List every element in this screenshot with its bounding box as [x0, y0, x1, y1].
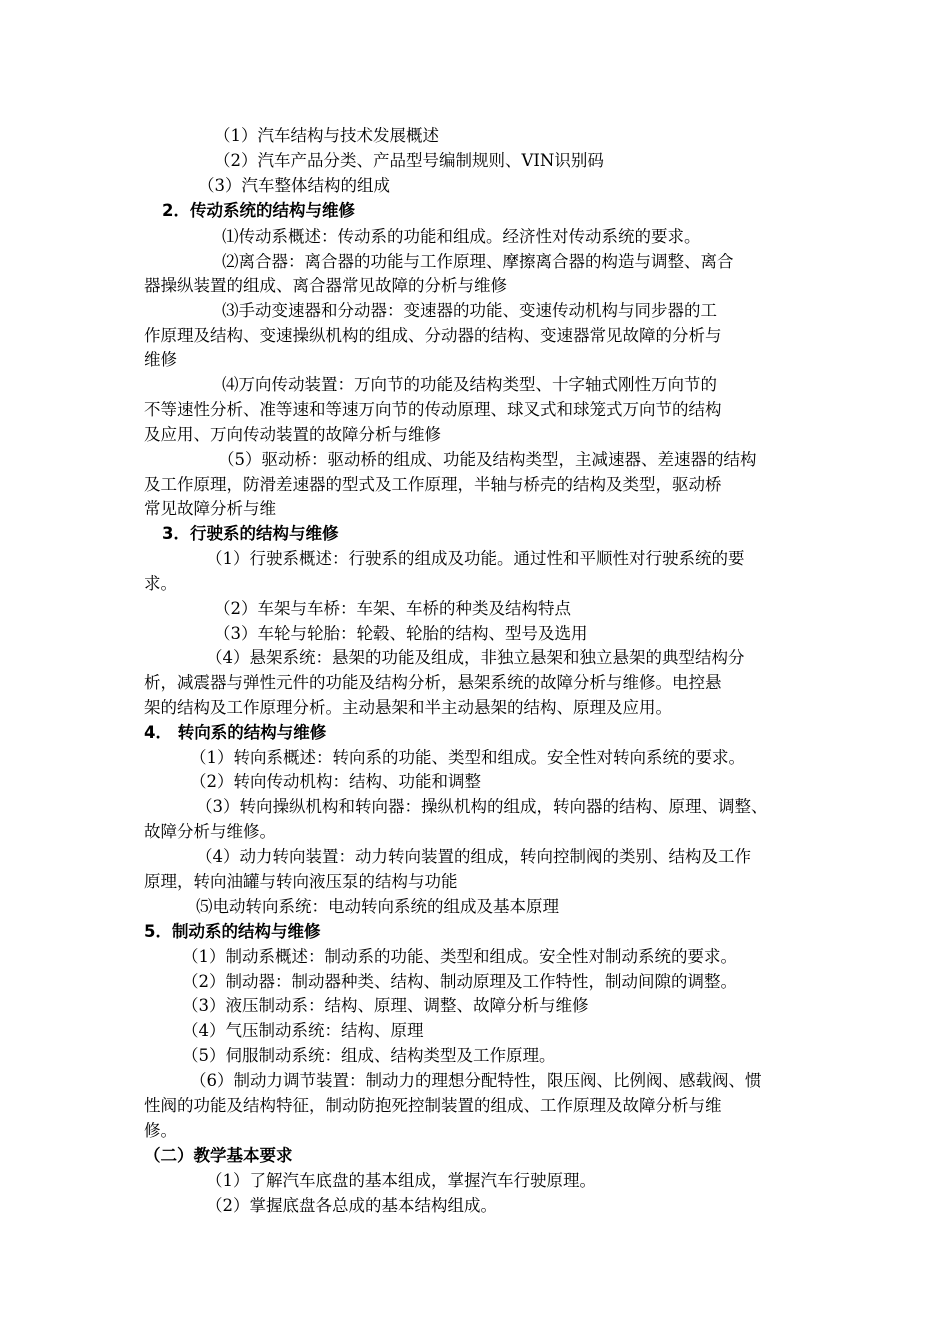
text-line: ⑶手动变速器和分动器：变速器的功能、变速传动机构与同步器的工 [222, 301, 717, 320]
text-line: （1）制动系概述：制动系的功能、类型和组成。安全性对制动系统的要求。 [182, 947, 737, 966]
text-line: 架的结构及工作原理分析。主动悬架和半主动悬架的结构、原理及应用。 [144, 698, 672, 717]
text-line: 性阀的功能及结构特征，制动防抱死控制装置的组成、工作原理及故障分析与维 [144, 1096, 722, 1115]
text-line: （3）车轮与轮胎：轮毂、轮胎的结构、型号及选用 [214, 624, 588, 643]
text-line: （2）车架与车桥：车架、车桥的种类及结构特点 [214, 599, 571, 618]
section-heading: 4． 转向系的结构与维修 [144, 723, 327, 742]
section-heading: （二）教学基本要求 [144, 1146, 293, 1165]
text-line: 及工作原理，防滑差速器的型式及工作原理，半轴与桥壳的结构及类型，驱动桥 [144, 475, 722, 494]
text-line: 器操纵装置的组成、离合器常见故障的分析与维修 [144, 276, 507, 295]
text-line: 修。 [144, 1121, 177, 1140]
text-line: ⑵离合器：离合器的功能与工作原理、摩擦离合器的构造与调整、离合 [222, 252, 734, 271]
text-line: （1）汽车结构与技术发展概述 [214, 126, 439, 145]
text-line: 不等速性分析、准等速和等速万向节的传动原理、球叉式和球笼式万向节的结构 [144, 400, 722, 419]
text-line: （2）汽车产品分类、产品型号编制规则、VIN识别码 [214, 151, 604, 170]
text-line: （2）制动器：制动器种类、结构、制动原理及工作特性，制动间隙的调整。 [182, 972, 737, 991]
text-line: （3）转向操纵机构和转向器：操纵机构的组成，转向器的结构、原理、调整、 [196, 797, 768, 816]
section-heading: 3．行驶系的结构与维修 [162, 524, 339, 543]
text-line: 及应用、万向传动装置的故障分析与维修 [144, 425, 441, 444]
text-line: 维修 [144, 350, 177, 369]
text-line: 析，减震器与弹性元件的功能及结构分析，悬架系统的故障分析与维修。电控悬 [144, 673, 722, 692]
text-line: 作原理及结构、变速操纵机构的组成、分动器的结构、变速器常见故障的分析与 [144, 326, 722, 345]
text-line: （2）转向传动机构：结构、功能和调整 [190, 772, 481, 791]
text-line: （3）液压制动系：结构、原理、调整、故障分析与维修 [182, 996, 589, 1015]
text-line: （3）汽车整体结构的组成 [198, 176, 390, 195]
text-line: （1）了解汽车底盘的基本组成，掌握汽车行驶原理。 [206, 1171, 596, 1190]
text-line: 求。 [144, 574, 177, 593]
text-line: （2）掌握底盘各总成的基本结构组成。 [206, 1196, 497, 1215]
text-line: （4）气压制动系统：结构、原理 [182, 1021, 424, 1040]
text-line: （4）悬架系统：悬架的功能及组成，非独立悬架和独立悬架的典型结构分 [206, 648, 745, 667]
section-heading: 2．传动系统的结构与维修 [162, 201, 355, 220]
text-line: 常见故障分析与维 [144, 499, 276, 518]
section-heading: 5．制动系的结构与维修 [144, 922, 321, 941]
text-line: ⑸电动转向系统：电动转向系统的组成及基本原理 [196, 897, 559, 916]
text-line: （5）伺服制动系统：组成、结构类型及工作原理。 [182, 1046, 556, 1065]
text-line: 故障分析与维修。 [144, 822, 276, 841]
text-line: ⑷万向传动装置：万向节的功能及结构类型、十字轴式刚性万向节的 [222, 375, 717, 394]
text-line: （1）转向系概述：转向系的功能、类型和组成。安全性对转向系统的要求。 [190, 748, 745, 767]
text-line: （1）行驶系概述：行驶系的组成及功能。通过性和平顺性对行驶系统的要 [206, 549, 745, 568]
text-line: （4）动力转向装置：动力转向装置的组成，转向控制阀的类别、结构及工作 [196, 847, 751, 866]
text-line: （6）制动力调节装置：制动力的理想分配特性，限压阀、比例阀、感载阀、惯 [190, 1071, 762, 1090]
text-line: （5）驱动桥：驱动桥的组成、功能及结构类型，主减速器、差速器的结构 [218, 450, 757, 469]
text-line: ⑴传动系概述：传动系的功能和组成。经济性对传动系统的要求。 [222, 227, 701, 246]
text-line: 原理，转向油罐与转向液压泵的结构与功能 [144, 872, 458, 891]
